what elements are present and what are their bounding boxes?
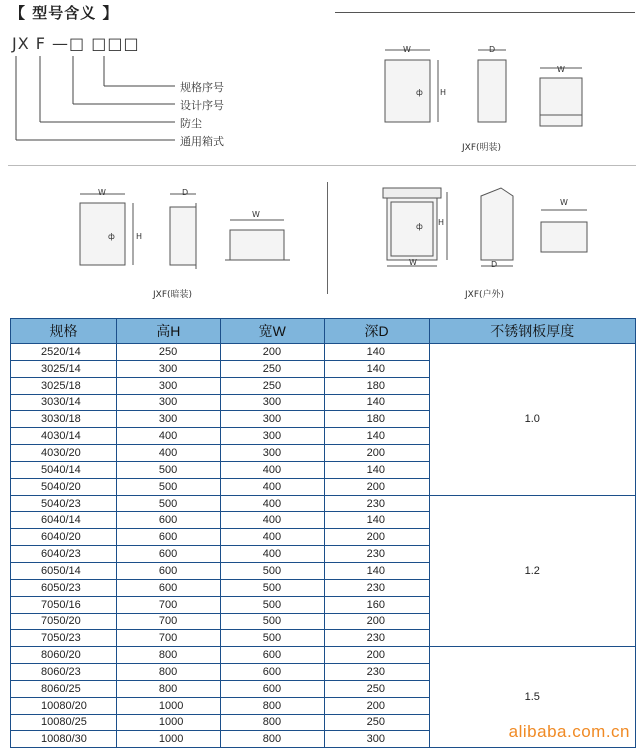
col-header-spec: 规格 [11,319,117,344]
cell-width: 300 [220,445,324,462]
cell-height: 500 [116,495,220,512]
cell-depth: 230 [324,664,429,681]
cell-spec: 3025/14 [11,360,117,377]
cell-thickness: 1.2 [429,495,635,647]
cell-depth: 140 [324,344,429,361]
cell-width: 400 [220,461,324,478]
cell-depth: 160 [324,596,429,613]
cell-height: 500 [116,478,220,495]
table-row [11,344,636,361]
section-title: 【 型号含义 】 [10,4,119,22]
cell-spec: 5040/20 [11,478,117,495]
cell-depth: 200 [324,529,429,546]
cell-spec: 6050/14 [11,562,117,579]
cell-height: 800 [116,664,220,681]
cell-depth: 140 [324,394,429,411]
cell-spec: 5040/14 [11,461,117,478]
cell-width: 300 [220,411,324,428]
cell-depth: 180 [324,411,429,428]
cell-width: 600 [220,647,324,664]
cell-width: 400 [220,495,324,512]
cell-width: 250 [220,377,324,394]
cell-spec: 4030/14 [11,428,117,445]
cell-height: 600 [116,546,220,563]
outdoor-lock-mark: ф [416,222,423,231]
flush-w-label: W [98,188,106,197]
cell-depth: 140 [324,562,429,579]
drawing-divider [327,182,328,294]
cell-spec: 8060/25 [11,680,117,697]
cell-height: 300 [116,377,220,394]
outdoor-w-label: W [409,258,417,267]
model-code: JX F —□ □□□ [12,34,140,53]
cell-spec: 7050/20 [11,613,117,630]
cell-spec: 6050/23 [11,579,117,596]
model-code-leader-lines [0,0,300,160]
col-header-depth: 深D [324,319,429,344]
cell-spec: 8060/23 [11,664,117,681]
cell-width: 800 [220,697,324,714]
flush-w2-label: W [252,210,260,219]
cell-depth: 200 [324,647,429,664]
cell-depth: 140 [324,360,429,377]
cell-depth: 200 [324,697,429,714]
legend-dustproof: 防尘 [180,117,202,130]
cell-height: 600 [116,512,220,529]
cell-width: 800 [220,731,324,748]
cell-spec: 3030/18 [11,411,117,428]
cell-width: 500 [220,613,324,630]
cell-height: 300 [116,411,220,428]
flush-d-label: D [182,188,189,197]
flush-mount-drawing [70,185,290,275]
cell-width: 500 [220,630,324,647]
cell-width: 400 [220,512,324,529]
cell-width: 500 [220,596,324,613]
cell-spec: 10080/30 [11,731,117,748]
legend-design-no: 设计序号 [180,99,224,112]
cell-height: 400 [116,445,220,462]
col-header-height: 高H [116,319,220,344]
watermark: alibaba.com.cn [508,722,630,741]
wall-caption: JXF(明装) [462,143,502,153]
cell-depth: 230 [324,495,429,512]
cell-spec: 7050/16 [11,596,117,613]
cell-height: 400 [116,428,220,445]
col-header-width: 宽W [220,319,324,344]
cell-depth: 230 [324,579,429,596]
outdoor-drawing [375,182,605,282]
cell-height: 1000 [116,714,220,731]
col-header-thickness: 不锈钢板厚度 [429,319,635,344]
cell-width: 400 [220,529,324,546]
cell-depth: 180 [324,377,429,394]
cell-depth: 140 [324,512,429,529]
cell-depth: 250 [324,680,429,697]
outdoor-d-label: D [491,260,498,269]
flush-lock-mark: ф [108,232,115,241]
cell-depth: 230 [324,546,429,563]
cell-width: 400 [220,478,324,495]
cell-width: 250 [220,360,324,377]
section-divider [8,165,636,166]
flush-h-label: H [136,232,143,241]
cell-spec: 10080/25 [11,714,117,731]
cell-depth: 250 [324,714,429,731]
cell-height: 700 [116,596,220,613]
cell-spec: 6040/20 [11,529,117,546]
cell-depth: 300 [324,731,429,748]
wall-w2-label: W [557,65,565,74]
outdoor-caption: JXF(户外) [465,290,505,300]
table-row [11,495,636,512]
wall-d-label: D [489,45,496,54]
cell-width: 600 [220,680,324,697]
cell-thickness: 1.5 [429,647,635,748]
wall-lock-mark: ф [416,88,423,97]
cell-spec: 10080/20 [11,697,117,714]
wall-h-label: H [440,88,447,97]
cell-spec: 3025/18 [11,377,117,394]
cell-spec: 6040/23 [11,546,117,563]
cell-spec: 3030/14 [11,394,117,411]
cell-height: 600 [116,579,220,596]
cell-height: 700 [116,630,220,647]
cell-spec: 6040/14 [11,512,117,529]
cell-height: 600 [116,529,220,546]
cell-depth: 230 [324,630,429,647]
flush-caption: JXF(暗装) [153,290,193,300]
table-header-row [11,319,636,344]
cell-depth: 200 [324,613,429,630]
cell-spec: 4030/20 [11,445,117,462]
cell-height: 700 [116,613,220,630]
cell-width: 500 [220,562,324,579]
cell-height: 500 [116,461,220,478]
spec-table [10,318,636,748]
cell-spec: 8060/20 [11,647,117,664]
cell-width: 600 [220,664,324,681]
cell-spec: 5040/23 [11,495,117,512]
cell-height: 1000 [116,731,220,748]
cell-width: 300 [220,428,324,445]
cell-height: 1000 [116,697,220,714]
cell-spec: 2520/14 [11,344,117,361]
table-row [11,647,636,664]
table-body [11,344,636,748]
title-divider [335,12,635,13]
cell-width: 200 [220,344,324,361]
cell-height: 600 [116,562,220,579]
outdoor-w2-label: W [560,198,568,207]
legend-spec-no: 规格序号 [180,81,224,94]
outdoor-h-label: H [438,218,445,227]
cell-width: 300 [220,394,324,411]
cell-height: 250 [116,344,220,361]
cell-width: 800 [220,714,324,731]
cell-spec: 7050/23 [11,630,117,647]
legend-general-box: 通用箱式 [180,135,224,148]
cell-depth: 140 [324,428,429,445]
cell-width: 400 [220,546,324,563]
cell-depth: 200 [324,445,429,462]
cell-height: 800 [116,647,220,664]
wall-w-label: W [403,45,411,54]
cell-height: 300 [116,394,220,411]
cell-depth: 140 [324,461,429,478]
cell-height: 300 [116,360,220,377]
cell-depth: 200 [324,478,429,495]
cell-width: 500 [220,579,324,596]
cell-height: 800 [116,680,220,697]
cell-thickness: 1.0 [429,344,635,496]
